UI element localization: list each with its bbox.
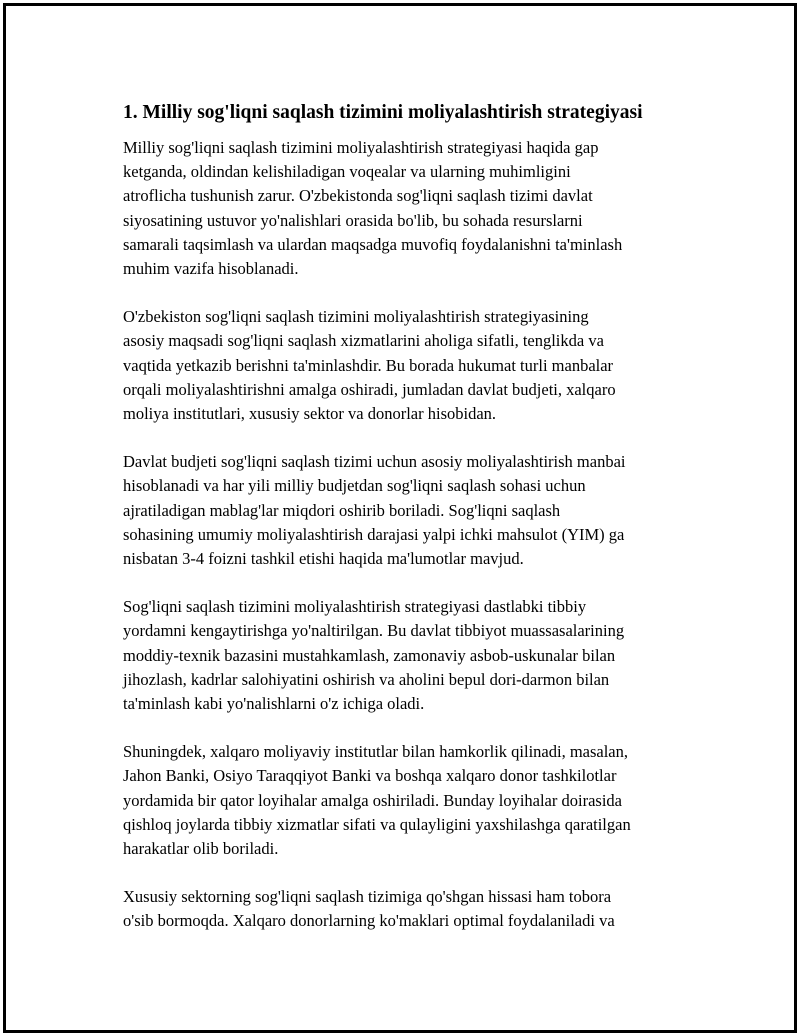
paragraph-line: qishloq joylarda tibbiy xizmatlar sifati va qulayligini yaxshilashga qaratilgan <box>123 814 631 834</box>
paragraph-line: sohasining umumiy moliyalashtirish darajasi yalpi ichki mahsulot (YIM) ga <box>123 524 625 544</box>
paragraph-line: O'zbekiston sog'liqni saqlash tizimini moliyalashtirish strategiyasining <box>123 307 589 327</box>
paragraph-line: atroflicha tushunish zarur. O'zbekistonda sog'liqni saqlash tizimi davlat <box>123 186 593 206</box>
paragraph-line: samarali taqsimlash va ulardan maqsadga muvofiq foydalanishni ta'minlash <box>123 234 623 254</box>
paragraph-line: ta'minlash kabi yo'nalishlarni o'z ichiga oladi. <box>123 694 425 714</box>
paragraph-line: ketganda, oldindan kelishiladigan voqealar va ularning muhimligini <box>123 162 571 182</box>
paragraph-line: o'sib bormoqda. Xalqaro donorlarning ko'maklari optimal foydalaniladi va <box>123 911 615 931</box>
paragraph-line: yordamida bir qator loyihalar amalga oshiriladi. Bunday loyihalar doirasida <box>123 790 622 810</box>
paragraph-line: vaqtida yetkazib berishni ta'minlashdir. Bu borada hukumat turli manbalar <box>123 355 614 375</box>
paragraph-line: harakatlar olib boriladi. <box>123 839 279 859</box>
paragraph-line: nisbatan 3-4 foizni tashkil etishi haqida ma'lumotlar mavjud. <box>123 549 524 569</box>
paragraph-line: jihozlash, kadrlar salohiyatini oshirish va aholini bepul dori-darmon bilan <box>123 669 610 689</box>
paragraph-line: Xususiy sektorning sog'liqni saqlash tizimiga qo'shgan hissasi ham tobora <box>123 887 612 907</box>
paragraph-line: Jahon Banki, Osiyo Taraqqiyot Banki va boshqa xalqaro donor tashkilotlar <box>123 766 617 786</box>
paragraph-line: ajratiladigan mablag'lar miqdori oshirib boriladi. Sog'liqni saqlash <box>123 500 561 520</box>
paragraph-line: asosiy maqsadi sog'liqni saqlash xizmatlarini aholiga sifatli, tenglikda va <box>123 331 604 351</box>
paragraph-list <box>123 136 698 934</box>
paragraph <box>123 595 698 716</box>
paragraph-line: yordamni kengaytirishga yo'naltirilgan. Bu davlat tibbiyot muassasalarining <box>123 621 625 641</box>
paragraph-line: Sog'liqni saqlash tizimini moliyalashtirish strategiyasi dastlabki tibbiy <box>123 597 587 617</box>
paragraph <box>123 305 698 426</box>
paragraph-line: orqali moliyalashtirishni amalga oshiradi, jumladan davlat budjeti, xalqaro <box>123 379 616 399</box>
paragraph-line: Shuningdek, xalqaro moliyaviy institutlar bilan hamkorlik qilinadi, masalan, <box>123 742 628 762</box>
paragraph <box>123 136 698 281</box>
page-border <box>3 3 797 1033</box>
section-heading: 1. Milliy sog'liqni saqlash tizimini moliyalashtirish strategiyasi <box>123 102 643 123</box>
paragraph <box>123 885 698 933</box>
paragraph <box>123 450 698 571</box>
paragraph <box>123 740 698 861</box>
paragraph-line: moddiy-texnik bazasini mustahkamlash, zamonaviy asbob-uskunalar bilan <box>123 645 616 665</box>
paragraph-line: Milliy sog'liqni saqlash tizimini moliyalashtirish strategiyasi haqida gap <box>123 138 599 157</box>
paragraph-line: moliya institutlari, xususiy sektor va donorlar hisobidan. <box>123 404 497 424</box>
paragraph-line: Davlat budjeti sog'liqni saqlash tizimi uchun asosiy moliyalashtirish manbai <box>123 452 626 472</box>
document-body <box>123 100 698 958</box>
paragraph-line: muhim vazifa hisoblanadi. <box>123 259 299 279</box>
paragraph-line: siyosatining ustuvor yo'nalishlari orasida bo'lib, bu sohada resurslarni <box>123 210 583 230</box>
paragraph-line: hisoblanadi va har yili milliy budjetdan sog'liqni saqlash sohasi uchun <box>123 476 586 496</box>
